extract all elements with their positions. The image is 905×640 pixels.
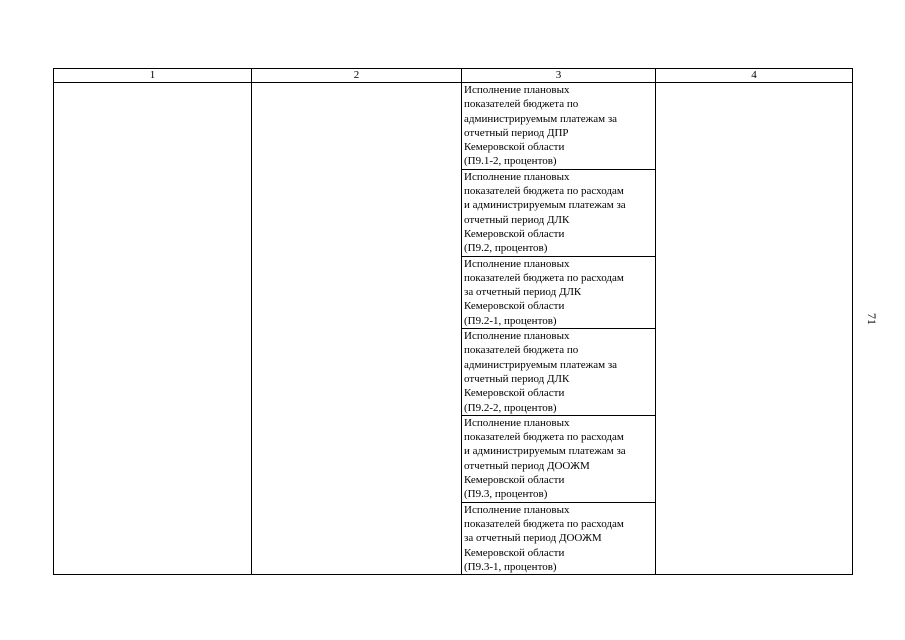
indicator-text: Исполнение плановых показателей бюджета по администрируемым платежам за отчетный период ДЛК Кемеровской области (П9.2-2, процентов): [464, 330, 618, 414]
indicator-text: Исполнение плановых показателей бюджета по расходам и администрируемым платежам за отчетный период ДЛК Кемеровской области (П9.2, процентов): [464, 170, 626, 255]
indicator-cell: [462, 502, 656, 574]
column-header-2: 2: [252, 69, 462, 83]
table-row: [54, 83, 853, 170]
indicator-cell: [462, 83, 656, 170]
column-header-3: 3: [462, 69, 656, 83]
indicator-text: Исполнение плановых показателей бюджета по администрируемым платежам за отчетный период ДПР Кемеровской области (П9.1-2, процентов): [464, 84, 618, 168]
column-header-4: 4: [656, 69, 853, 83]
indicator-text: Исполнение плановых показателей бюджета по расходам за отчетный период ДЛК Кемеровской области (П9.2-1, процентов): [464, 257, 624, 327]
page-number: 71: [865, 313, 879, 325]
indicator-text: Исполнение плановых показателей бюджета по расходам и администрируемым платежам за отчетный период ДООЖМ Кемеровской области (П9.3, процентов): [464, 416, 626, 501]
indicator-cell: [462, 256, 656, 328]
indicator-text: Исполнение плановых показателей бюджета по расходам за отчетный период ДООЖМ Кемеровской области (П9.3-1, процентов): [464, 503, 624, 573]
column-4-cell: [656, 83, 853, 575]
column-header-1: 1: [54, 69, 252, 83]
table-header-row: [54, 69, 853, 83]
indicator-cell: [462, 169, 656, 256]
column-1-cell: [54, 83, 252, 575]
indicator-cell: [462, 415, 656, 502]
indicator-cell: [462, 329, 656, 416]
column-2-cell: [252, 83, 462, 575]
indicators-table: [53, 68, 853, 575]
